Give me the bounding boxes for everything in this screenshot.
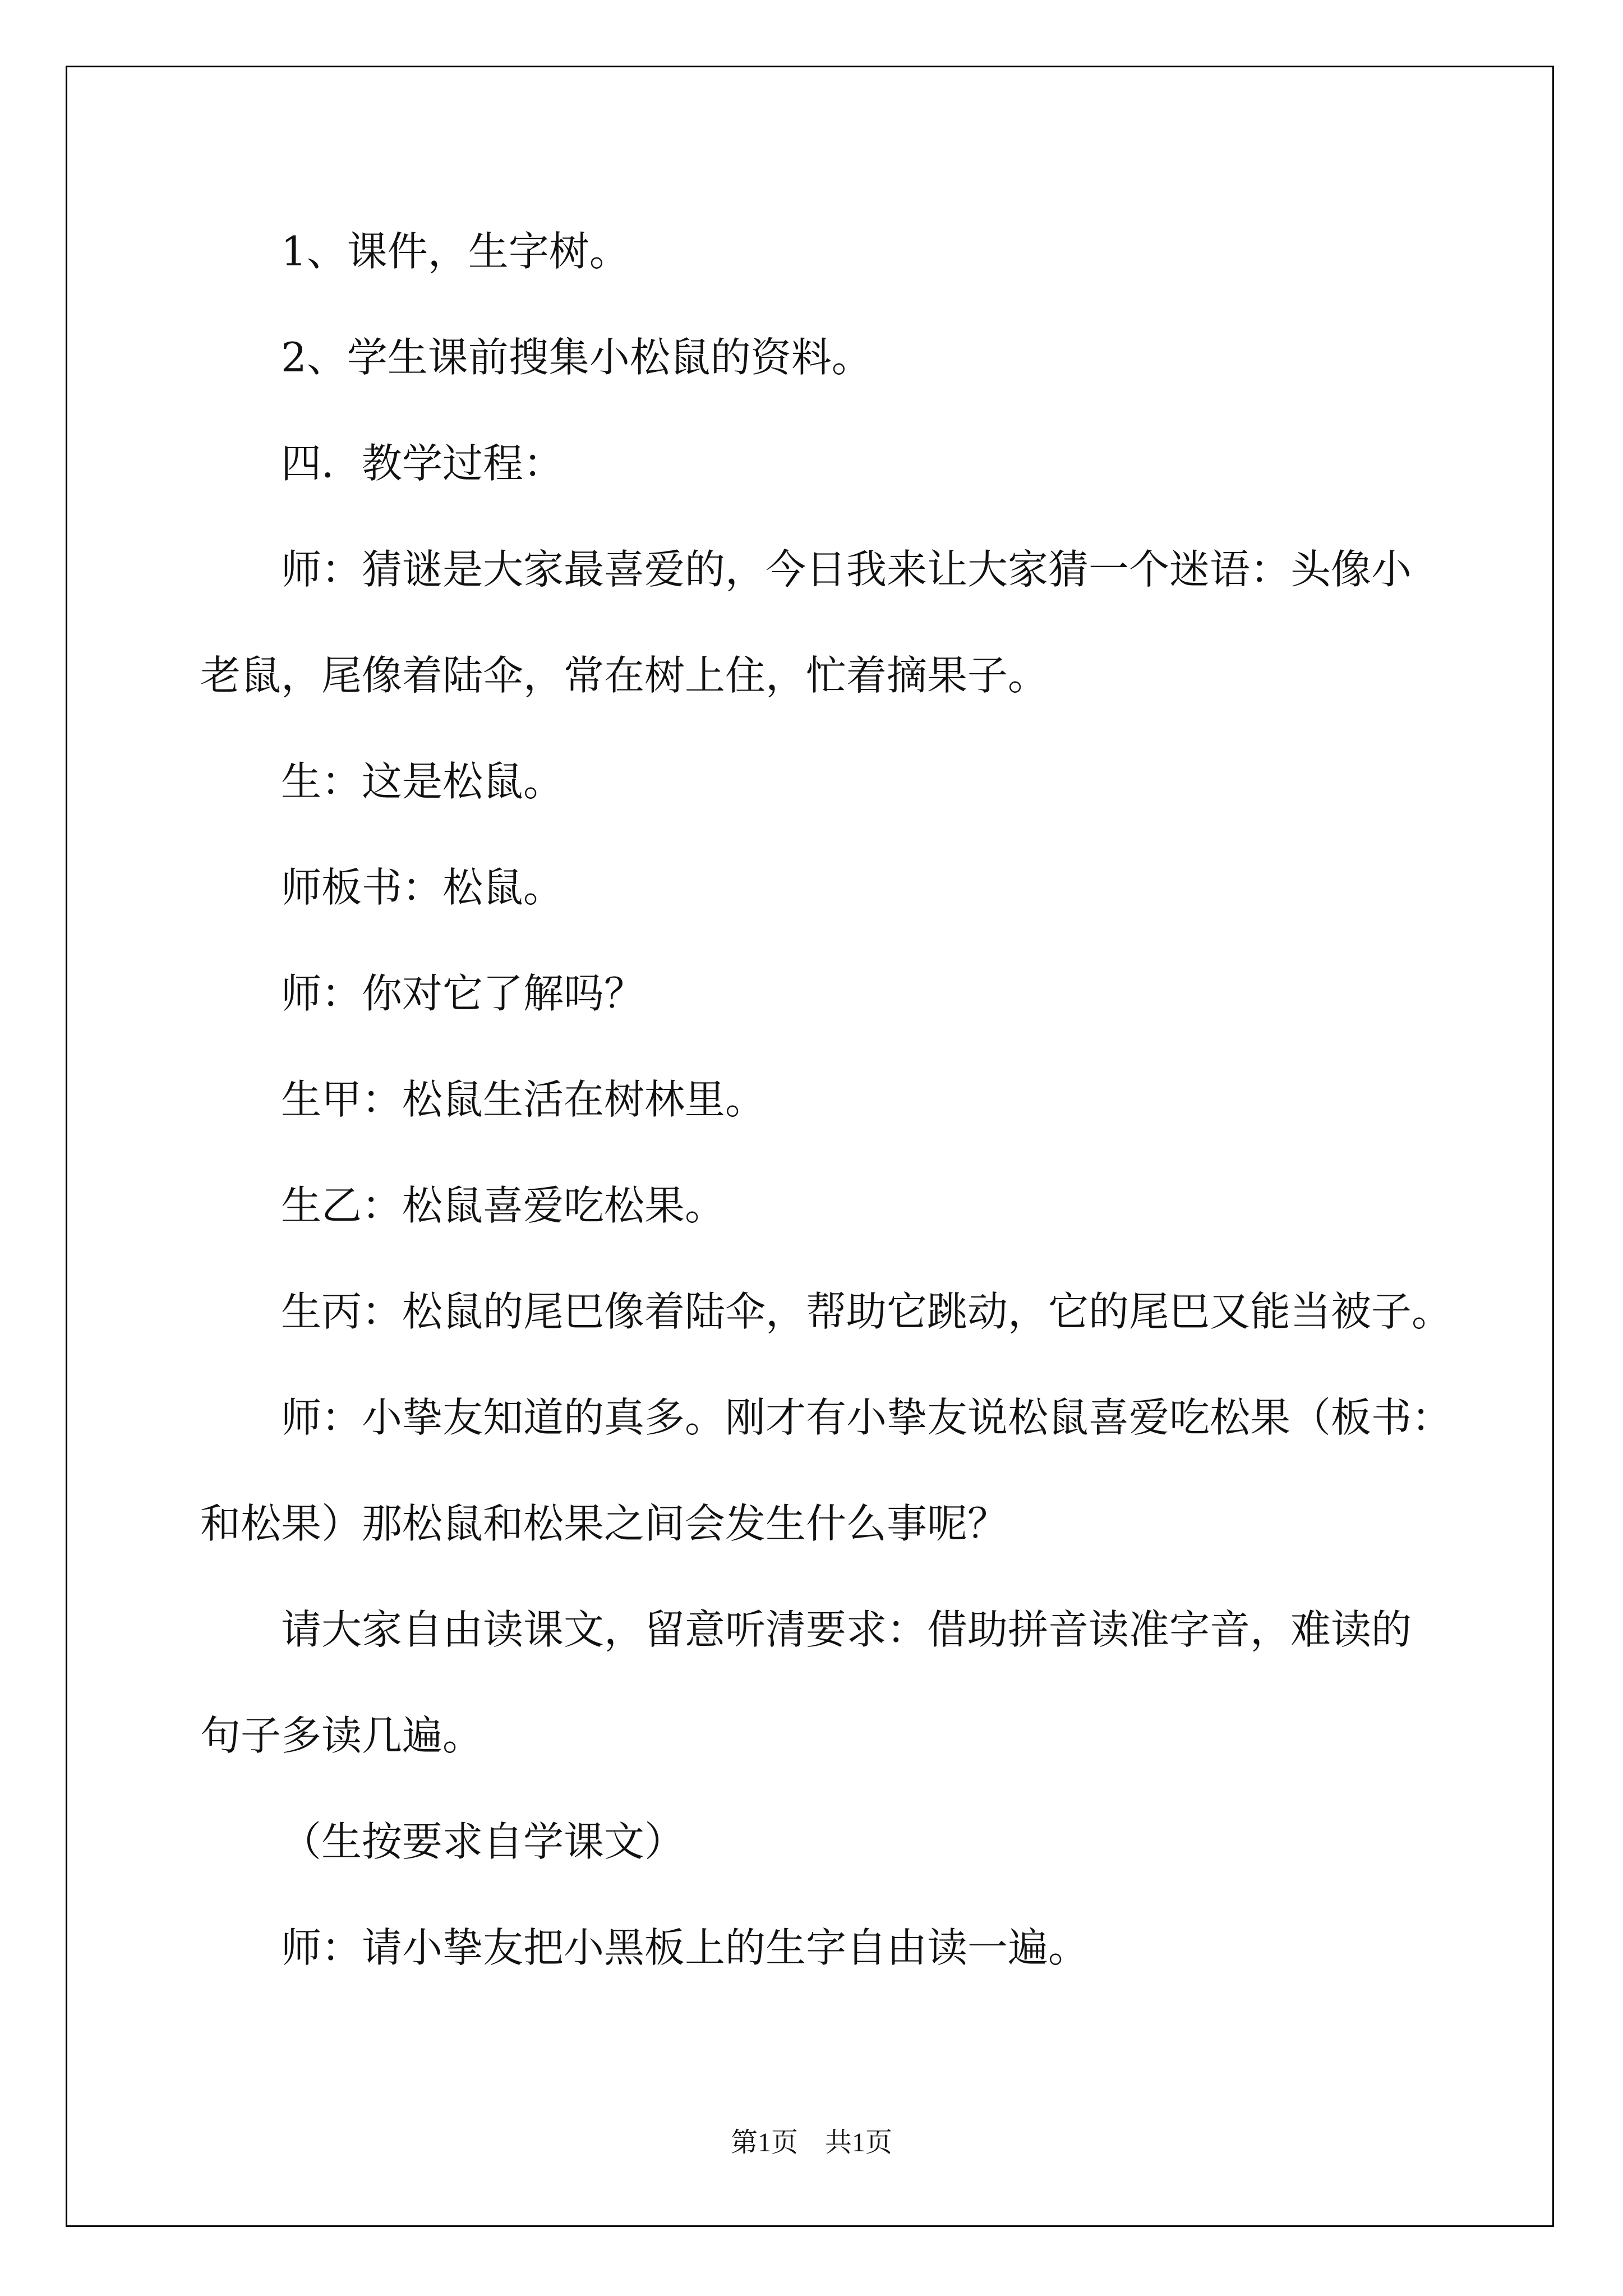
section-heading (200, 411, 1513, 517)
page-footer: 第1页 共1页 (730, 2128, 892, 2157)
paragraph (200, 1153, 1513, 1259)
paragraph (200, 305, 1513, 411)
paragraph-line: 师：请小挚友把小黑板上的生字自由读一遍。 (281, 1924, 1089, 1971)
paragraph-line: 生丙：松鼠的尾巴像着陆伞，帮助它跳动，它的尾巴又能当被子。 (281, 1288, 1453, 1335)
paragraph (200, 517, 1513, 729)
paragraph (200, 1577, 1513, 1789)
paragraph-line: 师：猜谜是大家最喜爱的，今日我来让大家猜一个迷语：头像小 (281, 546, 1412, 593)
paragraph-line: 生甲：松鼠生活在树林里。 (281, 1076, 766, 1123)
paragraph-line: 师：你对它了解吗？ (281, 970, 645, 1017)
paragraph (200, 1365, 1513, 1577)
paragraph (200, 1789, 1513, 1895)
paragraph (200, 199, 1513, 305)
paragraph (200, 1259, 1513, 1365)
paragraph-line: 和松果）那松鼠和松果之间会发生什么事呢？ (200, 1500, 1008, 1547)
paragraph-line: 老鼠，尾像着陆伞，常在树上住，忙着摘果子。 (200, 652, 1049, 699)
paragraph-line: 生：这是松鼠。 (281, 758, 564, 805)
paragraph-line: 句子多读几遍。 (200, 1712, 483, 1759)
paragraph-line: 师板书：松鼠。 (281, 864, 564, 911)
paragraph-line: （生按要求自学课文） (281, 1818, 685, 1865)
paragraph-line: 生乙：松鼠喜爱吃松果。 (281, 1182, 726, 1229)
paragraph (200, 941, 1513, 1047)
paragraph (200, 1895, 1513, 2001)
paragraph-line: 请大家自由读课文，留意听清要求：借助拼音读准字音，难读的 (281, 1606, 1412, 1653)
document-body (200, 199, 1513, 2001)
paragraph-line: 四．教学过程： (281, 440, 564, 487)
paragraph (200, 729, 1513, 835)
paragraph-line: 师：小挚友知道的真多。刚才有小挚友说松鼠喜爱吃松果（板书： (281, 1394, 1453, 1441)
paragraph-line: 1、课件，生字树。 (281, 228, 630, 275)
paragraph-line: 2、学生课前搜集小松鼠的资料。 (281, 334, 872, 381)
paragraph (200, 1047, 1513, 1153)
paragraph (200, 835, 1513, 941)
